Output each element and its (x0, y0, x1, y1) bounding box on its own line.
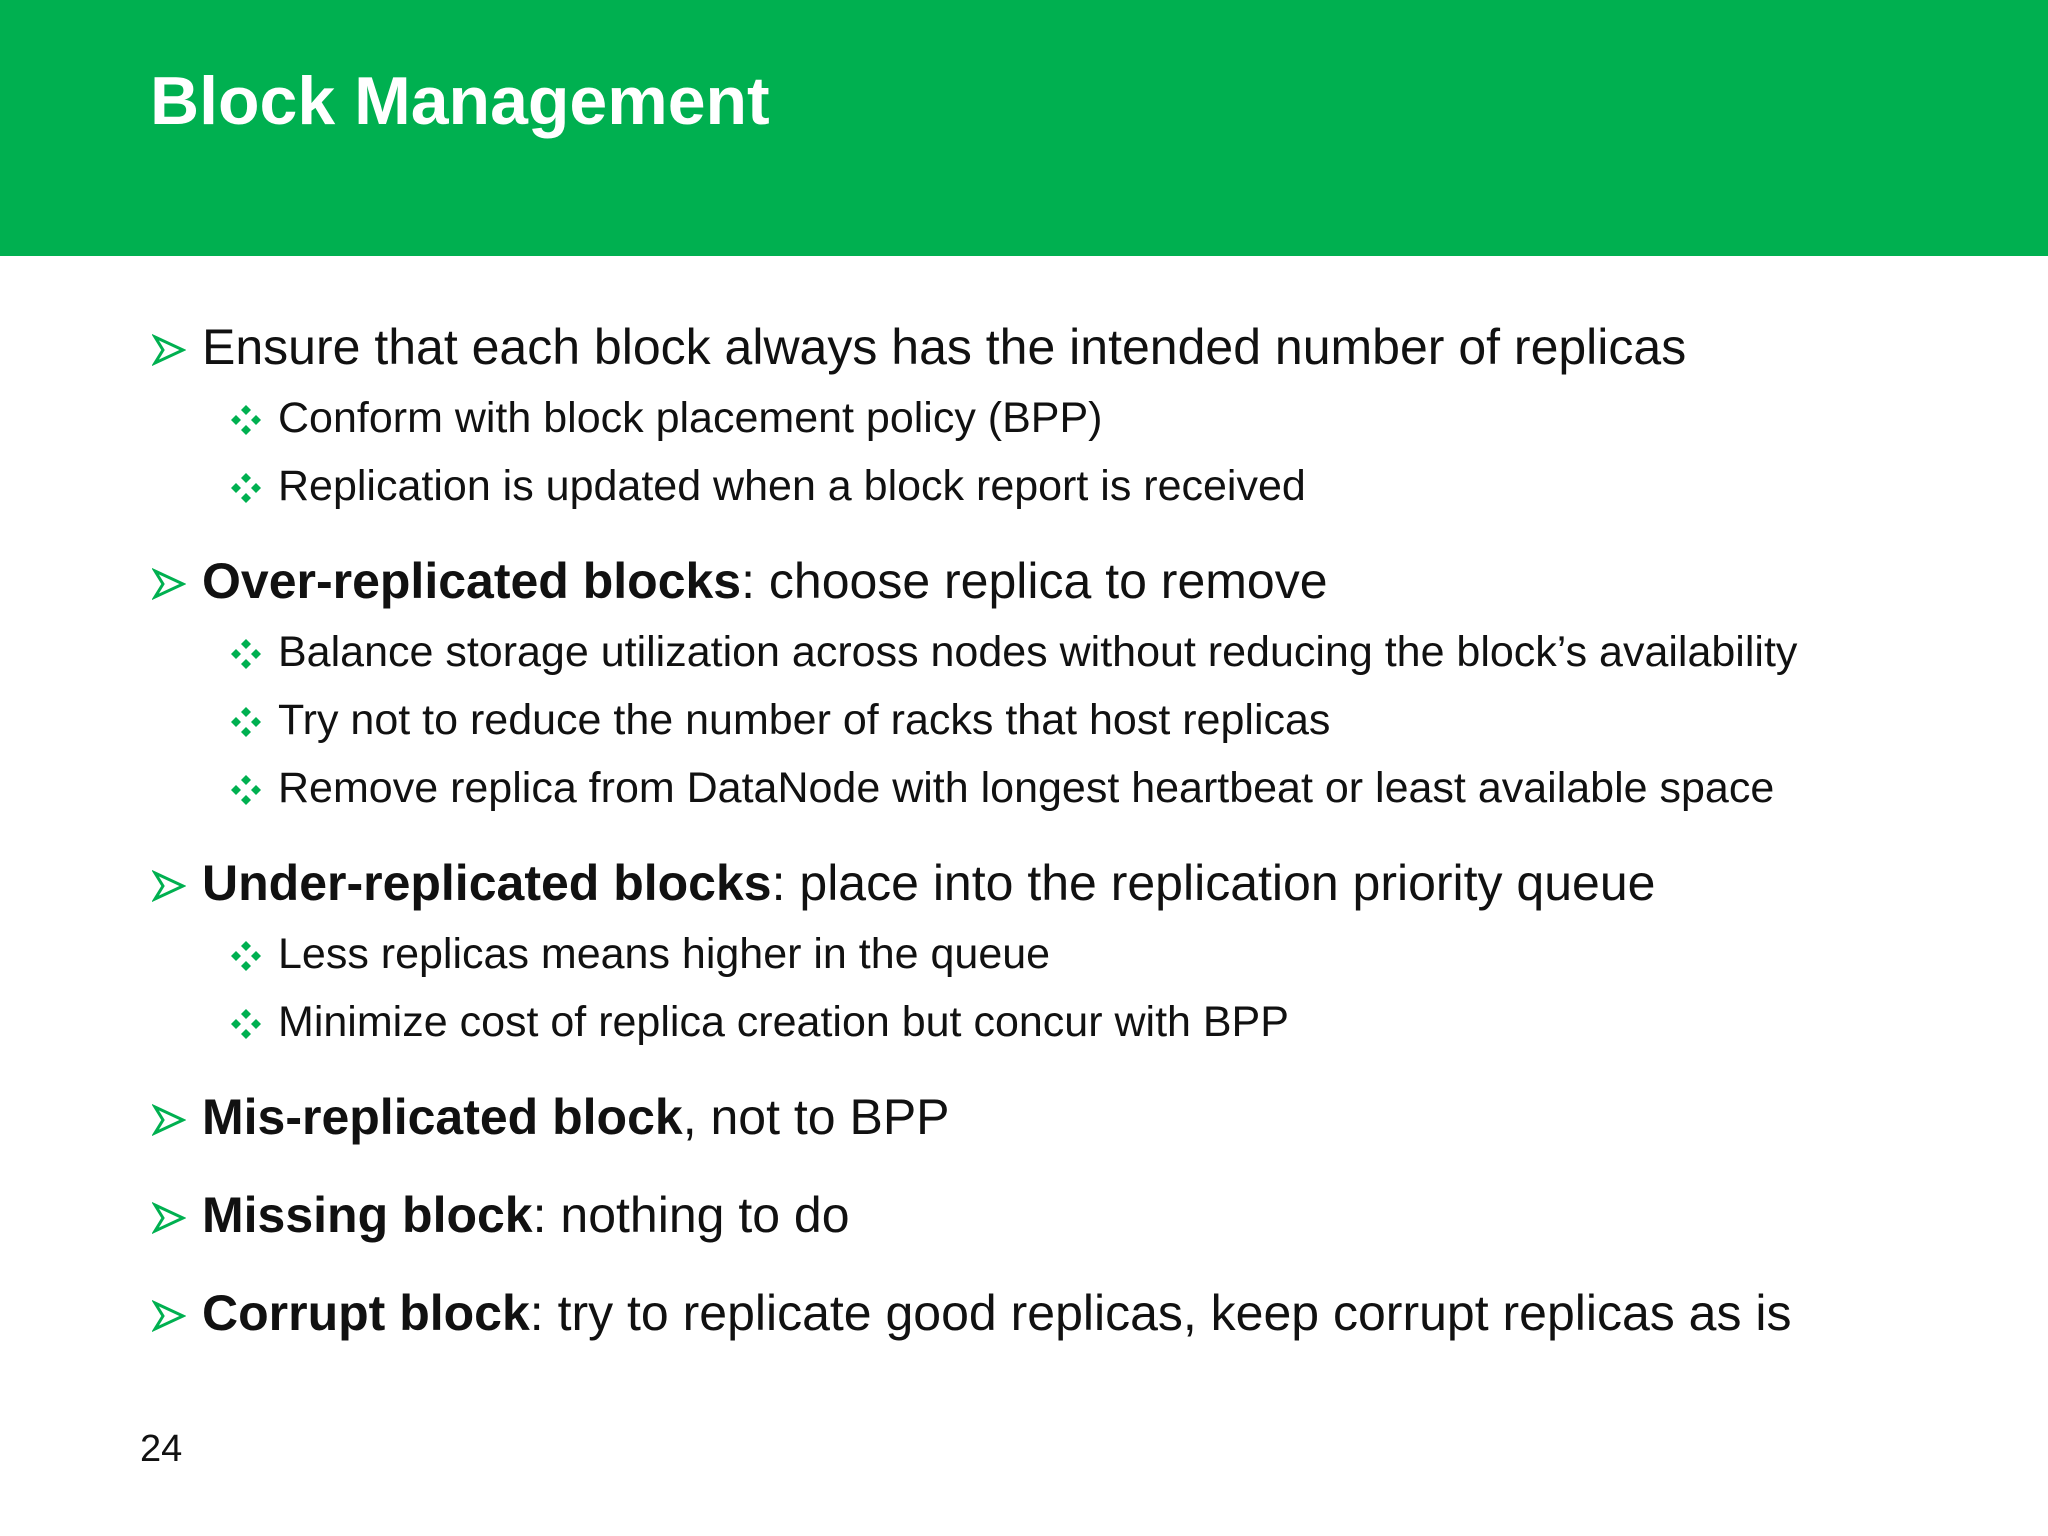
bullet-item (150, 1276, 1910, 1350)
arrow-bullet-icon (152, 869, 186, 903)
sub-bullet-item (150, 452, 1910, 520)
bullet-text: Ensure that each block always has the intended number of replicas (202, 319, 1687, 375)
bullet-list (150, 310, 1910, 1350)
bullet-item (150, 544, 1910, 618)
bullet-item (150, 310, 1910, 384)
slide-title: Block Management (150, 63, 770, 139)
sub-bullet-text: Remove replica from DataNode with longest heartbeat or least available space (278, 764, 1775, 812)
arrow-bullet-icon (152, 1299, 186, 1333)
arrow-bullet-icon (152, 333, 186, 367)
four-diamond-bullet-icon (230, 638, 262, 670)
sub-bullet-item (150, 920, 1910, 988)
four-diamond-bullet-icon (230, 706, 262, 738)
sub-bullet-item (150, 384, 1910, 452)
bullet-text: : nothing to do (532, 1187, 850, 1243)
page-number: 24 (140, 1428, 183, 1470)
sub-bullet-item (150, 686, 1910, 754)
sub-bullet-item (150, 988, 1910, 1056)
arrow-bullet-icon (152, 567, 186, 601)
bullet-item (150, 846, 1910, 920)
bullet-item (150, 1178, 1910, 1252)
four-diamond-bullet-icon (230, 472, 262, 504)
bullet-text: : try to replicate good replicas, keep corrupt replicas as is (529, 1285, 1792, 1341)
sub-bullet-text: Conform with block placement policy (BPP) (278, 394, 1103, 442)
four-diamond-bullet-icon (230, 404, 262, 436)
sub-bullet-item (150, 618, 1910, 686)
arrow-bullet-icon (152, 1201, 186, 1235)
four-diamond-bullet-icon (230, 1008, 262, 1040)
bullet-bold-text: Missing block (202, 1187, 533, 1243)
bullet-bold-text: Corrupt block (202, 1285, 530, 1341)
sub-bullet-text: Minimize cost of replica creation but concur with BPP (278, 998, 1289, 1046)
bullet-text: : choose replica to remove (741, 553, 1328, 609)
arrow-bullet-icon (152, 1103, 186, 1137)
bullet-item (150, 1080, 1910, 1154)
bullet-bold-text: Under-replicated blocks (202, 855, 772, 911)
sub-bullet-text: Balance storage utilization across nodes without reducing the block’s availability (278, 628, 1798, 676)
sub-bullet-text: Try not to reduce the number of racks that host replicas (278, 696, 1331, 744)
four-diamond-bullet-icon (230, 774, 262, 806)
bullet-bold-text: Over-replicated blocks (202, 553, 742, 609)
sub-bullet-text: Replication is updated when a block report is received (278, 462, 1306, 510)
four-diamond-bullet-icon (230, 940, 262, 972)
bullet-text: , not to BPP (682, 1089, 950, 1145)
sub-bullet-item (150, 754, 1910, 822)
sub-bullet-text: Less replicas means higher in the queue (278, 930, 1051, 978)
bullet-bold-text: Mis-replicated block (202, 1089, 683, 1145)
bullet-text: : place into the replication priority queue (771, 855, 1656, 911)
title-bar (0, 0, 2048, 256)
